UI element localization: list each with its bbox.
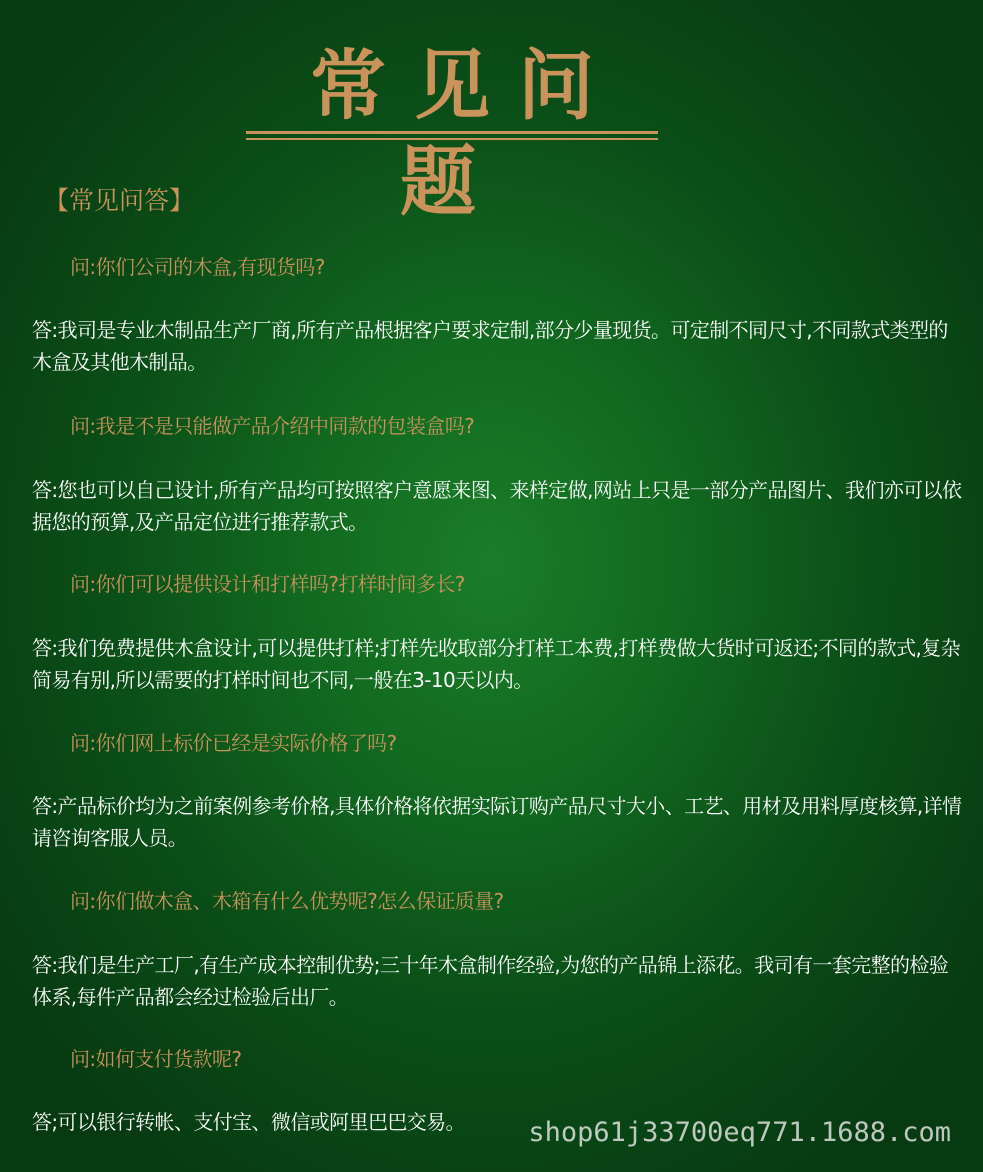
title-underline-secondary: [246, 138, 658, 140]
section-heading: 【常见问答】: [44, 186, 195, 215]
faq-question-4: 问:你们网上标价已经是实际价格了吗?: [70, 731, 397, 755]
faq-question-2: 问:我是不是只能做产品介绍中同款的包装盒吗?: [70, 414, 475, 438]
faq-question-1: 问:你们公司的木盒,有现货吗?: [70, 255, 325, 279]
faq-question-3: 问:你们可以提供设计和打样吗?打样时间多长?: [70, 572, 465, 596]
faq-answer-5: 答:我们是生产工厂,有生产成本控制优势;三十年木盒制作经验,为您的产品锦上添花。我司有一套完整的检验体系,每件产品都会经过检验后出厂。: [32, 953, 949, 1009]
faq-answer-3: 答:我们免费提供木盒设计,可以提供打样;打样先收取部分打样工本费,打样费做大货时可返还;不同的款式,复杂简易有别,所以需要的打样时间也不同,一般在3-10天以内。: [32, 636, 961, 692]
faq-answer-4: 答:产品标价均为之前案例参考价格,具体价格将依据实际订购产品尺寸大小、工艺、用材及用料厚度核算,详情请咨询客服人员。: [32, 794, 962, 850]
shop-url-watermark: shop61j33700eq771.1688.com: [528, 1117, 951, 1148]
page-title: 常见问题: [310, 41, 622, 226]
faq-question-5: 问:你们做木盒、木箱有什么优势呢?怎么保证质量?: [70, 889, 504, 913]
faq-answer-6: 答;可以银行转帐、支付宝、微信或阿里巴巴交易。: [32, 1110, 465, 1134]
title-underline: [246, 131, 658, 134]
faq-answer-2: 答:您也可以自己设计,所有产品均可按照客户意愿来图、来样定做,网站上只是一部分产品图片、我们亦可以依据您的预算,及产品定位进行推荐款式。: [32, 478, 962, 534]
faq-answer-1: 答:我司是专业木制品生产厂商,所有产品根据客户要求定制,部分少量现货。可定制不同尺寸,不同款式类型的木盒及其他木制品。: [32, 318, 948, 374]
faq-question-6: 问:如何支付货款呢?: [70, 1047, 242, 1071]
